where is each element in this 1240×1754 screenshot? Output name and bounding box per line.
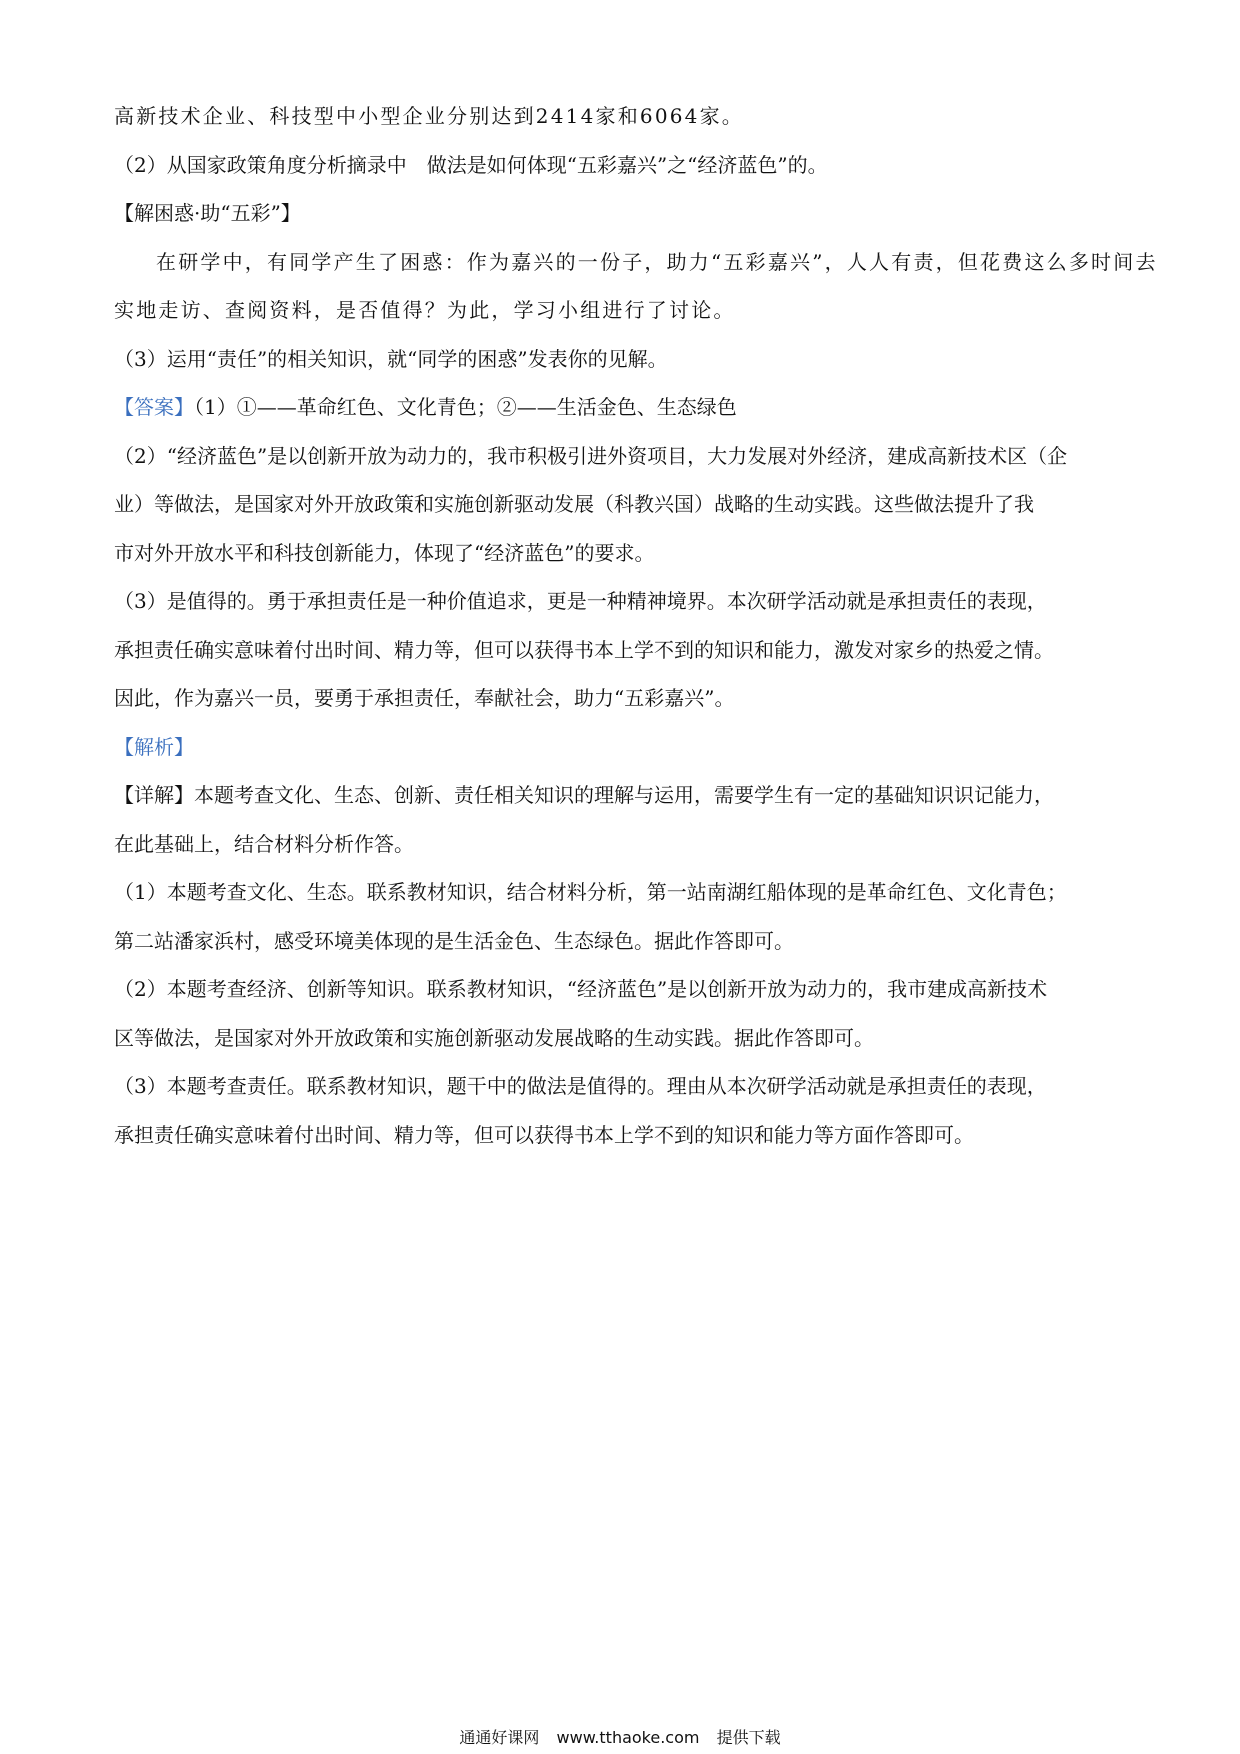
answer-3-line-1: （3）是值得的。勇于承担责任是一种价值追求，更是一种精神境界。本次研学活动就是承担责任的表现， (114, 589, 1047, 613)
section-heading: 【解困惑·助“五彩”】 (114, 201, 301, 225)
detail-line-2: 在此基础上，结合材料分析作答。 (114, 831, 414, 856)
detail-3-line-1: （3）本题考查责任。联系教材知识，题干中的做法是值得的。理由从本次研学活动就是承担责任的表现， (114, 1074, 1047, 1098)
page-footer (0, 1728, 1240, 1748)
answer-label: 【答案】 (114, 395, 194, 419)
answer-2-line-1: （2）“经济蓝色”是以创新开放为动力的，我市积极引进外资项目，大力发展对外经济，建成高新技术区（企 (114, 443, 1068, 468)
answer-line (114, 383, 1128, 432)
analysis-label: 【解析】 (114, 734, 194, 759)
answer-3-line-2: 承担责任确实意味着付出时间、精力等，但可以获得书本上学不到的知识和能力，激发对家乡的热爱之情。 (114, 637, 1054, 662)
detail-1-line-1: （1）本题考查文化、生态。联系教材知识，结合材料分析，第一站南湖红船体现的是革命红色、文化青色； (114, 880, 1067, 904)
detail-2-line-2: 区等做法，是国家对外开放政策和实施创新驱动发展战略的生动实践。据此作答即可。 (114, 1025, 874, 1050)
scenario-paragraph-line-2: 实地走访、查阅资料，是否值得？为此，学习小组进行了讨论。 (114, 298, 736, 322)
detail-1-line-2: 第二站潘家浜村，感受环境美体现的是生活金色、生态绿色。据此作答即可。 (114, 928, 794, 953)
detail-2-line-1: （2）本题考查经济、创新等知识。联系教材知识，“经济蓝色”是以创新开放为动力的，我市建成高新技术 (114, 977, 1048, 1001)
question-2: （2）从国家政策角度分析摘录中 做法是如何体现“五彩嘉兴”之“经济蓝色”的。 (114, 152, 828, 177)
footer-site-suffix: 提供下载 (716, 1728, 781, 1747)
answer-part-1: （1）①——革命红色、文化青色；②——生活金色、生态绿色 (194, 395, 737, 419)
document-body (114, 92, 1158, 1159)
material-line: 高新技术企业、科技型中小型企业分别达到2414家和6064家。 (114, 104, 744, 128)
footer-site-url[interactable]: www.tthaoke.com (556, 1728, 700, 1747)
scenario-paragraph-line-1: 在研学中，有同学产生了困惑：作为嘉兴的一份子，助力“五彩嘉兴”，人人有责，但花费这么多时间去 (156, 249, 1158, 274)
answer-2-line-2: 业）等做法，是国家对外开放政策和实施创新驱动发展（科教兴国）战略的生动实践。这些做法提升了我 (114, 492, 1034, 516)
question-3: （3）运用“责任”的相关知识，就“同学的困惑”发表你的见解。 (114, 346, 668, 371)
footer-site-name: 通通好课网 (459, 1728, 540, 1747)
answer-3-line-3: 因此，作为嘉兴一员，要勇于承担责任，奉献社会，助力“五彩嘉兴”。 (114, 686, 735, 710)
answer-2-line-3: 市对外开放水平和科技创新能力，体现了“经济蓝色”的要求。 (114, 540, 655, 565)
detail-3-line-2: 承担责任确实意味着付出时间、精力等，但可以获得书本上学不到的知识和能力等方面作答即可。 (114, 1122, 974, 1147)
detail-line-1: 【详解】本题考查文化、生态、创新、责任相关知识的理解与运用，需要学生有一定的基础知识识记能力， (114, 783, 1054, 807)
